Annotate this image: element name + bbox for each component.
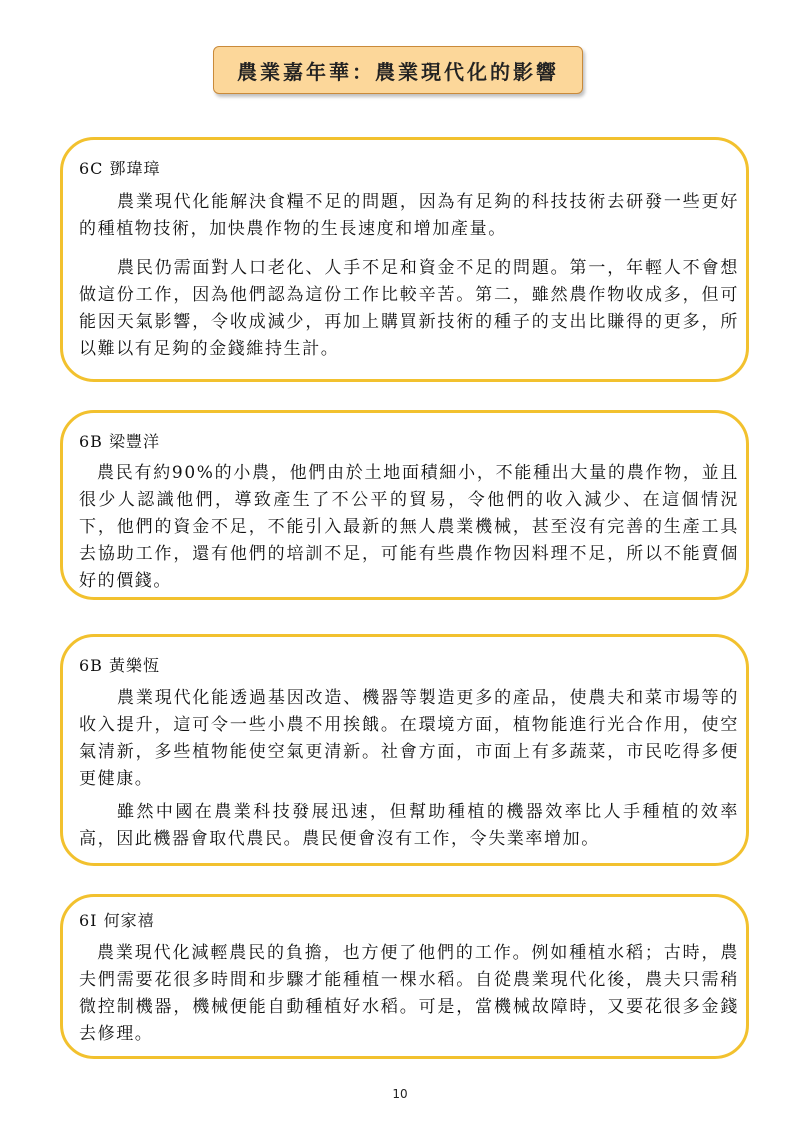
author-label: 6B 梁豐洋	[79, 432, 161, 451]
author-label: 6I 何家禧	[79, 911, 155, 930]
essay-paragraph: 農業現代化能透過基因改造、機器等製造更多的產品，使農夫和菜市場等的收入提升，這可令一些小農不用挨餓。在環境方面，植物能進行光合作用，使空氣清新，多些植物能使空氣更清新。社會方面，市面上有多蔬菜，市民吃得多便更健康。	[79, 688, 739, 789]
title-banner	[213, 46, 583, 94]
essay-card	[60, 634, 749, 866]
essay-card	[60, 894, 749, 1059]
essay-paragraph: 農業現代化減輕農民的負擔，也方便了他們的工作。例如種植水稻；古時，農夫們需要花很多時間和步驟才能種植一棵水稻。自從農業現代化後，農夫只需稍微控制機器，機械便能自動種植好水稻。可是，當機械故障時，又要花很多金錢去修理。	[79, 943, 739, 1044]
author-label: 6C 鄧瑋璋	[79, 159, 161, 178]
essay-paragraph: 農業現代化能解決食糧不足的問題，因為有足夠的科技技術去研發一些更好的種植物技術，加快農作物的生長速度和增加產量。	[79, 192, 739, 239]
essay-card	[60, 137, 749, 382]
author-label: 6B 黃樂恆	[79, 656, 161, 675]
page-number: 10	[392, 1087, 408, 1101]
essay-paragraph: 農民仍需面對人口老化、人手不足和資金不足的問題。第一，年輕人不會想做這份工作，因為他們認為這份工作比較辛苦。第二，雖然農作物收成多，但可能因天氣影響，令收成減少，再加上購買新技術的種子的支出比賺得的更多，所以難以有足夠的金錢維持生計。	[79, 258, 739, 359]
essay-paragraph: 農民有約90%的小農，他們由於土地面積細小，不能種出大量的農作物，並且很少人認識他們，導致產生了不公平的貿易，令他們的收入減少、在這個情況下，他們的資金不足，不能引入最新的無人農業機械，甚至沒有完善的生產工具去協助工作，還有他們的培訓不足，可能有些農作物因料理不足，所以不能賣個好的價錢。	[79, 463, 739, 591]
essay-paragraph: 雖然中國在農業科技發展迅速，但幫助種植的機器效率比人手種植的效率高，因此機器會取代農民。農民便會沒有工作，令失業率增加。	[79, 802, 739, 849]
page-title: 農業嘉年華：農業現代化的影響	[237, 59, 559, 84]
essay-card	[60, 410, 749, 600]
